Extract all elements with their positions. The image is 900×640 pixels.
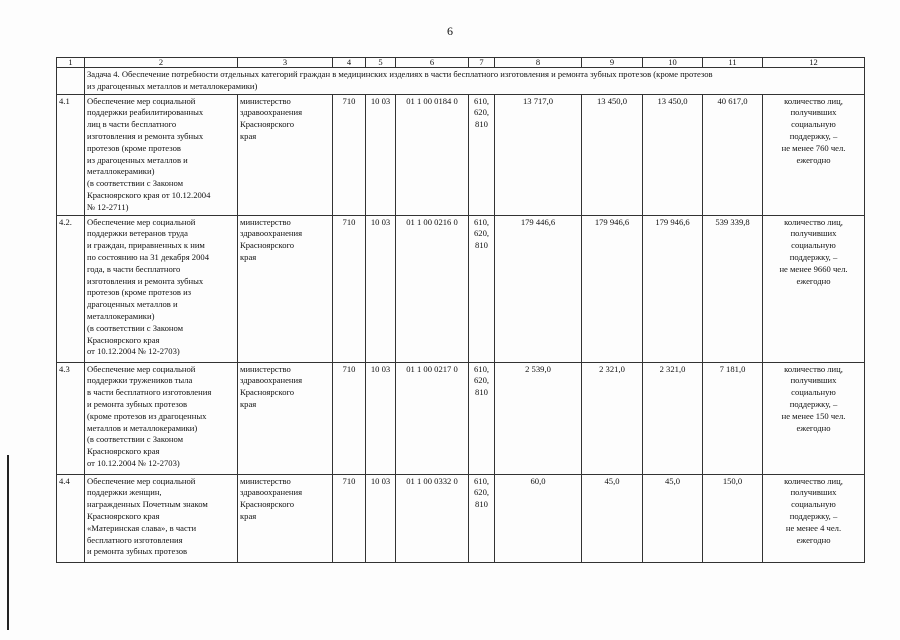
total-amount: 40 617,0 [703,94,763,215]
year2-amount: 45,0 [582,474,643,562]
executor: министерство здравоохранения Красноярского края [238,215,333,362]
row-number: 4.3 [57,362,85,474]
executor: министерство здравоохранения Красноярского края [238,474,333,562]
table-row [57,215,865,362]
measure-name: Обеспечение мер социальной поддержки женщин, награжденных Почетным знаком Красноярского края «Материнская слава», в части бесплатного изготовления и ремонта зубных протезов [85,474,238,562]
table-row [57,362,865,474]
measure-name: Обеспечение мер социальной поддержки ветеранов труда и граждан, приравненных к ним по состоянию на 31 декабря 2004 года, в части бесплатного изготовления и ремонта зубных протезов (кроме протезов из драгоценных металлов и металлокерамики) (в соответствии с Законом Красноярского края от 10.12.2004 № 12-2703) [85,215,238,362]
task-title: Задача 4. Обеспечение потребности отдельных категорий граждан в медицинских изделиях в части бесплатного изготовления и ремонта зубных протезов (кроме протезов из драгоценных металлов и металлокерамики) [85,68,865,95]
row-number: 4.1 [57,94,85,215]
target-code: 01 1 00 0216 0 [396,215,469,362]
measure-name: Обеспечение мер социальной поддержки реабилитированных лиц в части бесплатного изготовления и ремонта зубных протезов (кроме протезов из драгоценных металлов и металлокерамики) (в соответствии с Законом Красноярского края от 10.12.2004 № 12-2711) [85,94,238,215]
ministry-code: 710 [333,215,366,362]
ministry-code: 710 [333,474,366,562]
expected-result: количество лиц, получивших социальную поддержку, – не менее 4 чел. ежегодно [763,474,865,562]
header-cell: 8 [495,58,582,68]
total-amount: 539 339,8 [703,215,763,362]
target-code: 01 1 00 0332 0 [396,474,469,562]
year3-amount: 2 321,0 [643,362,703,474]
header-cell: 2 [85,58,238,68]
target-code: 01 1 00 0184 0 [396,94,469,215]
header-cell: 12 [763,58,865,68]
year1-amount: 13 717,0 [495,94,582,215]
row-number: 4.4 [57,474,85,562]
table-row [57,94,865,215]
expense-type: 610, 620, 810 [469,215,495,362]
table-row [57,474,865,562]
section-code: 10 03 [366,362,396,474]
target-code: 01 1 00 0217 0 [396,362,469,474]
row-number: 4.2. [57,215,85,362]
year2-amount: 2 321,0 [582,362,643,474]
year1-amount: 60,0 [495,474,582,562]
page-number: 6 [447,24,453,38]
year2-amount: 13 450,0 [582,94,643,215]
year3-amount: 45,0 [643,474,703,562]
executor: министерство здравоохранения Красноярского края [238,94,333,215]
header-cell: 3 [238,58,333,68]
margin-rule [7,455,9,630]
header-cell: 9 [582,58,643,68]
year3-amount: 13 450,0 [643,94,703,215]
expected-result: количество лиц, получивших социальную поддержку, – не менее 150 чел. ежегодно [763,362,865,474]
header-cell: 7 [469,58,495,68]
expected-result: количество лиц, получивших социальную поддержку, – не менее 760 чел. ежегодно [763,94,865,215]
header-cell: 11 [703,58,763,68]
executor: министерство здравоохранения Красноярского края [238,362,333,474]
ministry-code: 710 [333,362,366,474]
section-code: 10 03 [366,474,396,562]
total-amount: 150,0 [703,474,763,562]
header-cell: 6 [396,58,469,68]
expected-result: количество лиц, получивших социальную поддержку, – не менее 9660 чел. ежегодно [763,215,865,362]
task-row [57,68,865,95]
header-cell: 4 [333,58,366,68]
column-number-row [57,58,865,68]
header-cell: 10 [643,58,703,68]
expense-type: 610, 620, 810 [469,362,495,474]
section-code: 10 03 [366,215,396,362]
year2-amount: 179 946,6 [582,215,643,362]
measure-name: Обеспечение мер социальной поддержки тружеников тыла в части бесплатного изготовления и ремонта зубных протезов (кроме протезов из драгоценных металлов и металлокерамики) (в соответствии с Законом Красноярского края от 10.12.2004 № 12-2703) [85,362,238,474]
program-table [56,57,865,563]
expense-type: 610, 620, 810 [469,474,495,562]
header-cell: 1 [57,58,85,68]
section-code: 10 03 [366,94,396,215]
total-amount: 7 181,0 [703,362,763,474]
year3-amount: 179 946,6 [643,215,703,362]
year1-amount: 2 539,0 [495,362,582,474]
expense-type: 610, 620, 810 [469,94,495,215]
year1-amount: 179 446,6 [495,215,582,362]
header-cell: 5 [366,58,396,68]
ministry-code: 710 [333,94,366,215]
